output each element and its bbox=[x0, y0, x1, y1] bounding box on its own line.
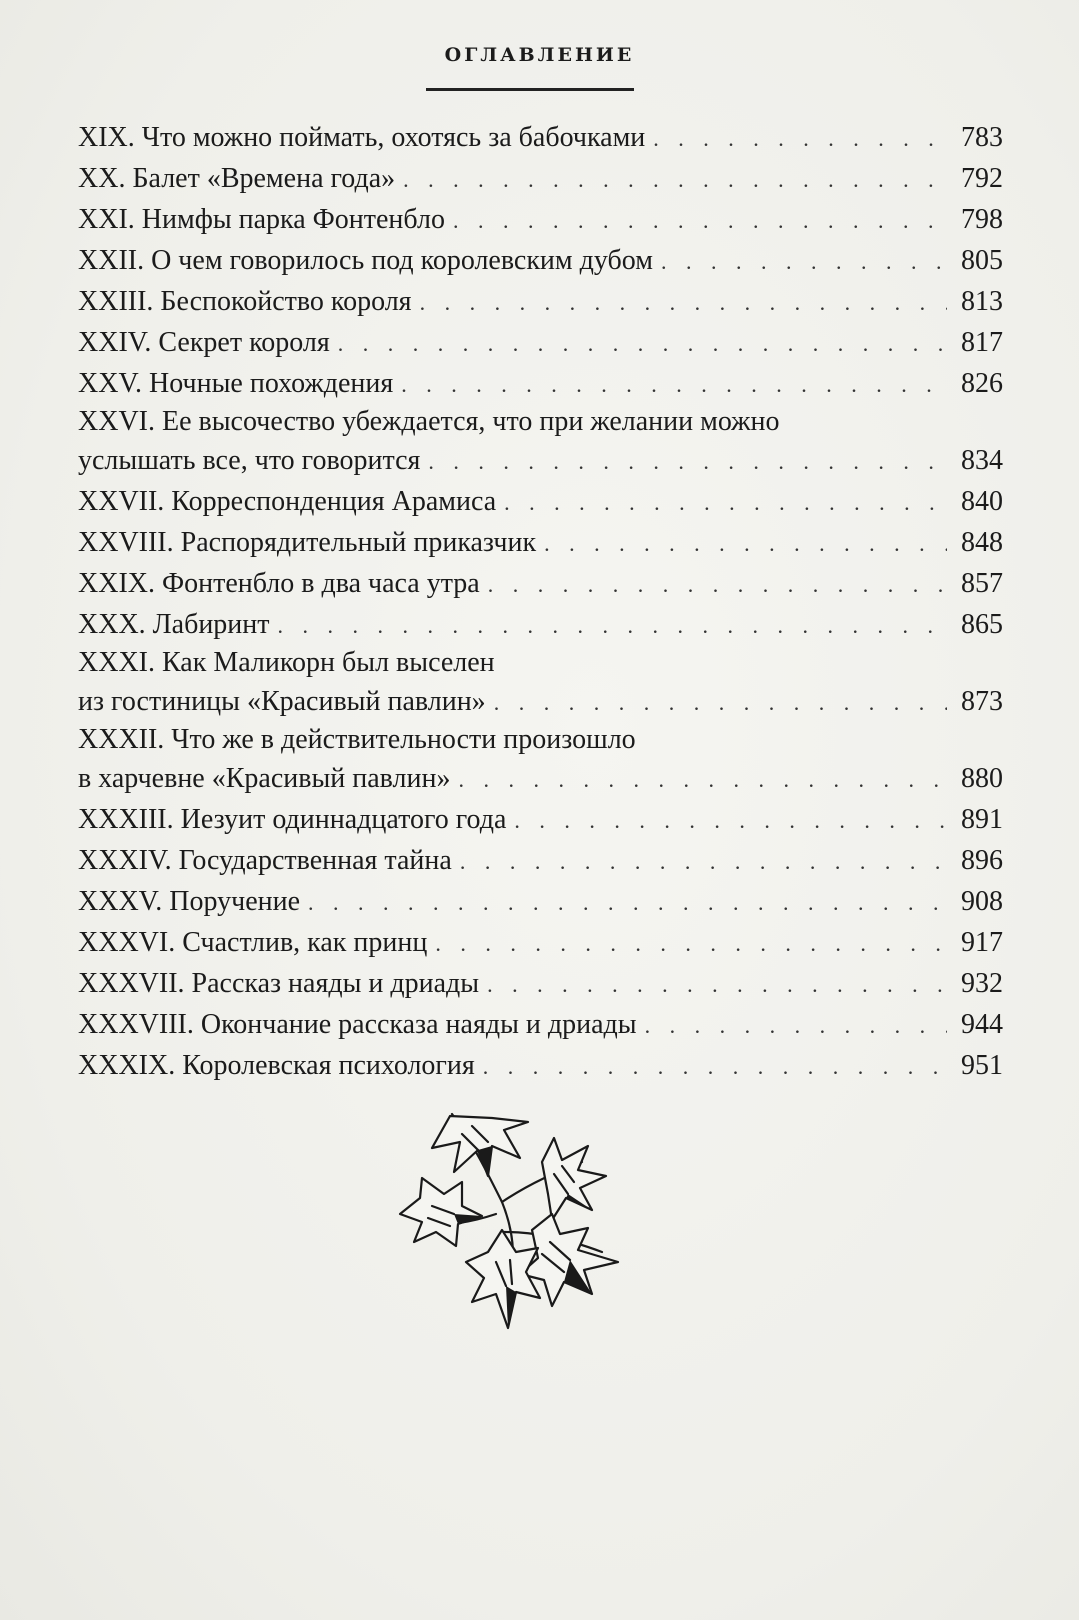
toc-entry-page-number: 817 bbox=[961, 327, 1003, 358]
toc-entry-page-number: 826 bbox=[961, 368, 1003, 399]
toc-entry-line bbox=[78, 758, 1003, 799]
toc-entry-title: XXXVII. Рассказ наяды и дриады bbox=[78, 968, 480, 999]
toc-entry bbox=[78, 1045, 1003, 1086]
dot-leader bbox=[403, 159, 947, 200]
toc-entry bbox=[78, 1004, 1003, 1045]
toc-entry-line bbox=[78, 681, 1003, 722]
toc-entry-line bbox=[78, 922, 1003, 963]
toc-entry-title: XXXV. Поручение bbox=[78, 886, 301, 917]
toc-entry-title: XXXVI. Счастлив, как принц bbox=[78, 927, 428, 958]
toc-entry bbox=[78, 563, 1003, 604]
toc-entry bbox=[78, 404, 1003, 481]
dot-leader bbox=[458, 759, 947, 800]
toc-entry-page-number: 840 bbox=[961, 486, 1003, 517]
toc-entry-title: XXXIII. Иезуит одиннадцатого года bbox=[78, 804, 507, 835]
toc-entry-page-number: 783 bbox=[961, 122, 1003, 153]
toc-entry-title-line1: XXXI. Как Маликорн был выселен bbox=[78, 647, 495, 678]
toc-entry-line bbox=[78, 963, 1003, 1004]
toc-entry-line bbox=[78, 1045, 1003, 1086]
dot-leader bbox=[488, 564, 947, 605]
dot-leader bbox=[308, 882, 947, 923]
toc-entry-line bbox=[78, 881, 1003, 922]
toc-entry-title: XXIX. Фонтенбло в два часа утра bbox=[78, 568, 480, 599]
toc-entry-line bbox=[78, 363, 1003, 404]
toc-entry-line bbox=[78, 840, 1003, 881]
dot-leader bbox=[401, 364, 947, 405]
toc-entry-line bbox=[78, 604, 1003, 645]
dot-leader bbox=[645, 1005, 947, 1046]
toc-entry-title: XXXVIII. Окончание рассказа наяды и дриады bbox=[78, 1009, 637, 1040]
toc-entry bbox=[78, 722, 1003, 799]
dot-leader bbox=[514, 800, 947, 841]
toc-entry bbox=[78, 645, 1003, 722]
toc-entry-page-number: 896 bbox=[961, 845, 1003, 876]
toc-entry-page-number: 880 bbox=[961, 763, 1003, 794]
toc-entry-title-line1: XXVI. Ее высочество убеждается, что при желании можно bbox=[78, 406, 780, 437]
toc-entry bbox=[78, 881, 1003, 922]
dot-leader bbox=[435, 923, 947, 964]
toc-entry-title: XXI. Нимфы парка Фонтенбло bbox=[78, 204, 445, 235]
toc-entry-page-number: 834 bbox=[961, 445, 1003, 476]
toc-entry-line bbox=[78, 440, 1003, 481]
dot-leader bbox=[661, 241, 947, 282]
toc-entry bbox=[78, 240, 1003, 281]
toc-entry-line bbox=[78, 240, 1003, 281]
toc-entry bbox=[78, 117, 1003, 158]
toc-entry-line bbox=[78, 117, 1003, 158]
toc-entry-page-number: 873 bbox=[961, 686, 1003, 717]
toc-entry-page-number: 805 bbox=[961, 245, 1003, 276]
toc-entry-line bbox=[78, 522, 1003, 563]
toc-entry-title: XXVIII. Распорядительный приказчик bbox=[78, 527, 537, 558]
toc-entry-title: в харчевне «Красивый павлин» bbox=[78, 763, 451, 794]
toc-entry bbox=[78, 363, 1003, 404]
toc-entry-line bbox=[78, 199, 1003, 240]
toc-entry bbox=[78, 840, 1003, 881]
dot-leader bbox=[487, 964, 947, 1005]
toc-entry-page-number: 865 bbox=[961, 609, 1003, 640]
dot-leader bbox=[460, 841, 947, 882]
toc-entry-line bbox=[78, 158, 1003, 199]
toc-entry-title: XXVII. Корреспонденция Арамиса bbox=[78, 486, 497, 517]
dot-leader bbox=[494, 682, 947, 723]
toc-entry-page-number: 792 bbox=[961, 163, 1003, 194]
toc-entry bbox=[78, 322, 1003, 363]
toc-entry-page-number: 857 bbox=[961, 568, 1003, 599]
toc-entry bbox=[78, 799, 1003, 840]
dot-leader bbox=[504, 482, 947, 523]
toc-entry-line bbox=[78, 481, 1003, 522]
toc-entry-title: XXX. Лабиринт bbox=[78, 609, 270, 640]
dot-leader bbox=[544, 523, 947, 564]
toc-entry bbox=[78, 158, 1003, 199]
toc-entry-page-number: 891 bbox=[961, 804, 1003, 835]
toc-entry-line bbox=[78, 281, 1003, 322]
toc-entry-title: XIX. Что можно поймать, охотясь за бабочками bbox=[78, 122, 646, 153]
toc-entry bbox=[78, 481, 1003, 522]
toc-entry bbox=[78, 604, 1003, 645]
toc-entry-title: XXIII. Беспокойство короля bbox=[78, 286, 412, 317]
page-heading: ОГЛАВЛЕНИЕ bbox=[444, 44, 635, 66]
toc-entry-page-number: 932 bbox=[961, 968, 1003, 999]
toc-entry bbox=[78, 522, 1003, 563]
toc-entry-page-number: 848 bbox=[961, 527, 1003, 558]
table-of-contents bbox=[78, 117, 1003, 1086]
dot-leader bbox=[420, 282, 947, 323]
toc-entry-line bbox=[78, 322, 1003, 363]
toc-entry bbox=[78, 922, 1003, 963]
floral-ornament-icon bbox=[392, 1102, 632, 1332]
toc-entry-title: XXII. О чем говорилось под королевским дубом bbox=[78, 245, 653, 276]
toc-entry-page-number: 951 bbox=[961, 1050, 1003, 1081]
toc-entry-line bbox=[78, 563, 1003, 604]
toc-entry bbox=[78, 281, 1003, 322]
dot-leader bbox=[483, 1046, 947, 1087]
toc-entry-page-number: 908 bbox=[961, 886, 1003, 917]
toc-entry-title: XXV. Ночные похождения bbox=[78, 368, 394, 399]
dot-leader bbox=[428, 441, 947, 482]
dot-leader bbox=[653, 118, 947, 159]
toc-entry-title: XXXIV. Государственная тайна bbox=[78, 845, 452, 876]
heading-rule bbox=[426, 88, 634, 91]
toc-entry-page-number: 798 bbox=[961, 204, 1003, 235]
toc-entry-page-number: 944 bbox=[961, 1009, 1003, 1040]
toc-entry-title: XXXIX. Королевская психология bbox=[78, 1050, 475, 1081]
toc-entry bbox=[78, 963, 1003, 1004]
toc-entry-page-number: 917 bbox=[961, 927, 1003, 958]
toc-entry bbox=[78, 199, 1003, 240]
toc-entry-page-number: 813 bbox=[961, 286, 1003, 317]
toc-entry-line bbox=[78, 1004, 1003, 1045]
toc-entry-line bbox=[78, 799, 1003, 840]
toc-entry-title-line1: XXXII. Что же в действительности произошло bbox=[78, 724, 636, 755]
toc-entry-title: XXIV. Секрет короля bbox=[78, 327, 330, 358]
toc-entry-title: XX. Балет «Времена года» bbox=[78, 163, 396, 194]
dot-leader bbox=[278, 605, 947, 646]
dot-leader bbox=[338, 323, 947, 364]
toc-entry-title: услышать все, что говорится bbox=[78, 445, 421, 476]
dot-leader bbox=[453, 200, 947, 241]
toc-entry-title: из гостиницы «Красивый павлин» bbox=[78, 686, 486, 717]
